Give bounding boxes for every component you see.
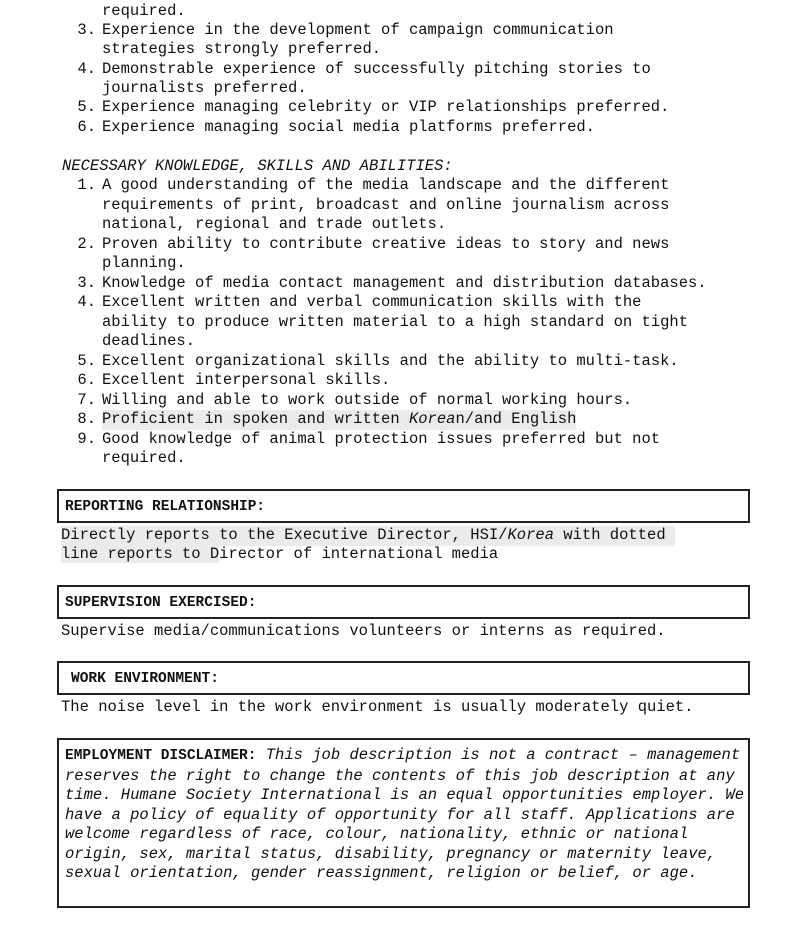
supervision-box [57,585,750,619]
disclaimer-label: EMPLOYMENT DISCLAIMER: [65,748,257,764]
list-item-number: 3. [77,274,96,292]
list-item-text: journalists preferred. [102,79,307,97]
list-item-text: Experience managing social media platforms preferred. [102,118,595,136]
reporting-box [57,489,750,523]
disclaimer-text [65,746,745,884]
list-item-number: 1. [77,176,96,194]
list-item-text: strategies strongly preferred. [102,40,382,58]
list-item-number: 5. [77,352,96,370]
list-item-text: Demonstrable experience of successfully pitching stories to [102,60,651,78]
list-item-number: 8. [77,410,96,428]
section-heading: NECESSARY KNOWLEDGE, SKILLS AND ABILITIES: [62,157,453,175]
list-item-text: Proven ability to contribute creative ideas to story and news [102,235,670,253]
list-item-text: A good understanding of the media landscape and the different [102,176,670,194]
reporting-title: REPORTING RELATIONSHIP: [65,499,266,515]
list-item-text: ability to produce written material to a high standard on tight [102,313,688,331]
list-item-text: Excellent interpersonal skills. [102,371,391,389]
list-item-text: Good knowledge of animal protection issues preferred but not [102,430,661,448]
list-item-number: 6. [77,118,96,136]
environment-title: WORK ENVIRONMENT: [71,671,219,687]
list-item-text: national, regional and trade outlets. [102,215,447,233]
disclaimer-box [57,738,750,908]
list-item-number: 5. [77,98,96,116]
list-item-text: planning. [102,254,186,272]
list-item-number: 2. [77,235,96,253]
environment-box [57,661,750,695]
environment-text: The noise level in the work environment is usually moderately quiet. [61,698,694,716]
list-item-text: requirements of print, broadcast and online journalism across [102,196,670,214]
list-item-text: required. [102,449,186,467]
list-item-text: Excellent organizational skills and the ability to multi-task. [102,352,679,370]
list-item-number: 4. [77,293,96,311]
reporting-text-line2: line reports to Director of international media [61,545,499,563]
supervision-text: Supervise media/communications volunteers or interns as required. [61,622,666,640]
list-item-text: required. [102,2,186,20]
list-item-number: 4. [77,60,96,78]
list-item-number: 6. [77,371,96,389]
supervision-title: SUPERVISION EXERCISED: [65,595,257,611]
list-item-number: 3. [77,21,96,39]
list-item-text-highlighted: Proficient in spoken and written Korean/and English [102,410,577,428]
list-item-text: Willing and able to work outside of normal working hours. [102,391,633,409]
list-item-number: 7. [77,391,96,409]
disclaimer-body: This job description is not a contract – management reserves the right to change the contents of this job description at any time. Humane Society International is an equal opportunities employer. We have a policy of equality of opportunity for all staff. Applications are welcome regardless of race, colour, nationality, ethnic or national origin, sex, marital status, disability, pregnancy or maternity leave, sexual orientation, gender reassignment, religion or belief, or age. [65,746,745,882]
reporting-text-line1: Directly reports to the Executive Director, HSI/Korea with dotted [61,526,675,546]
list-item-text: deadlines. [102,332,196,350]
list-item-text: Experience managing celebrity or VIP relationships preferred. [102,98,670,116]
list-item-number: 9. [77,430,96,448]
list-item-text: Experience in the development of campaign communication [102,21,614,39]
list-item-text: Knowledge of media contact management and distribution databases. [102,274,707,292]
list-item-text: Excellent written and verbal communication skills with the [102,293,642,311]
